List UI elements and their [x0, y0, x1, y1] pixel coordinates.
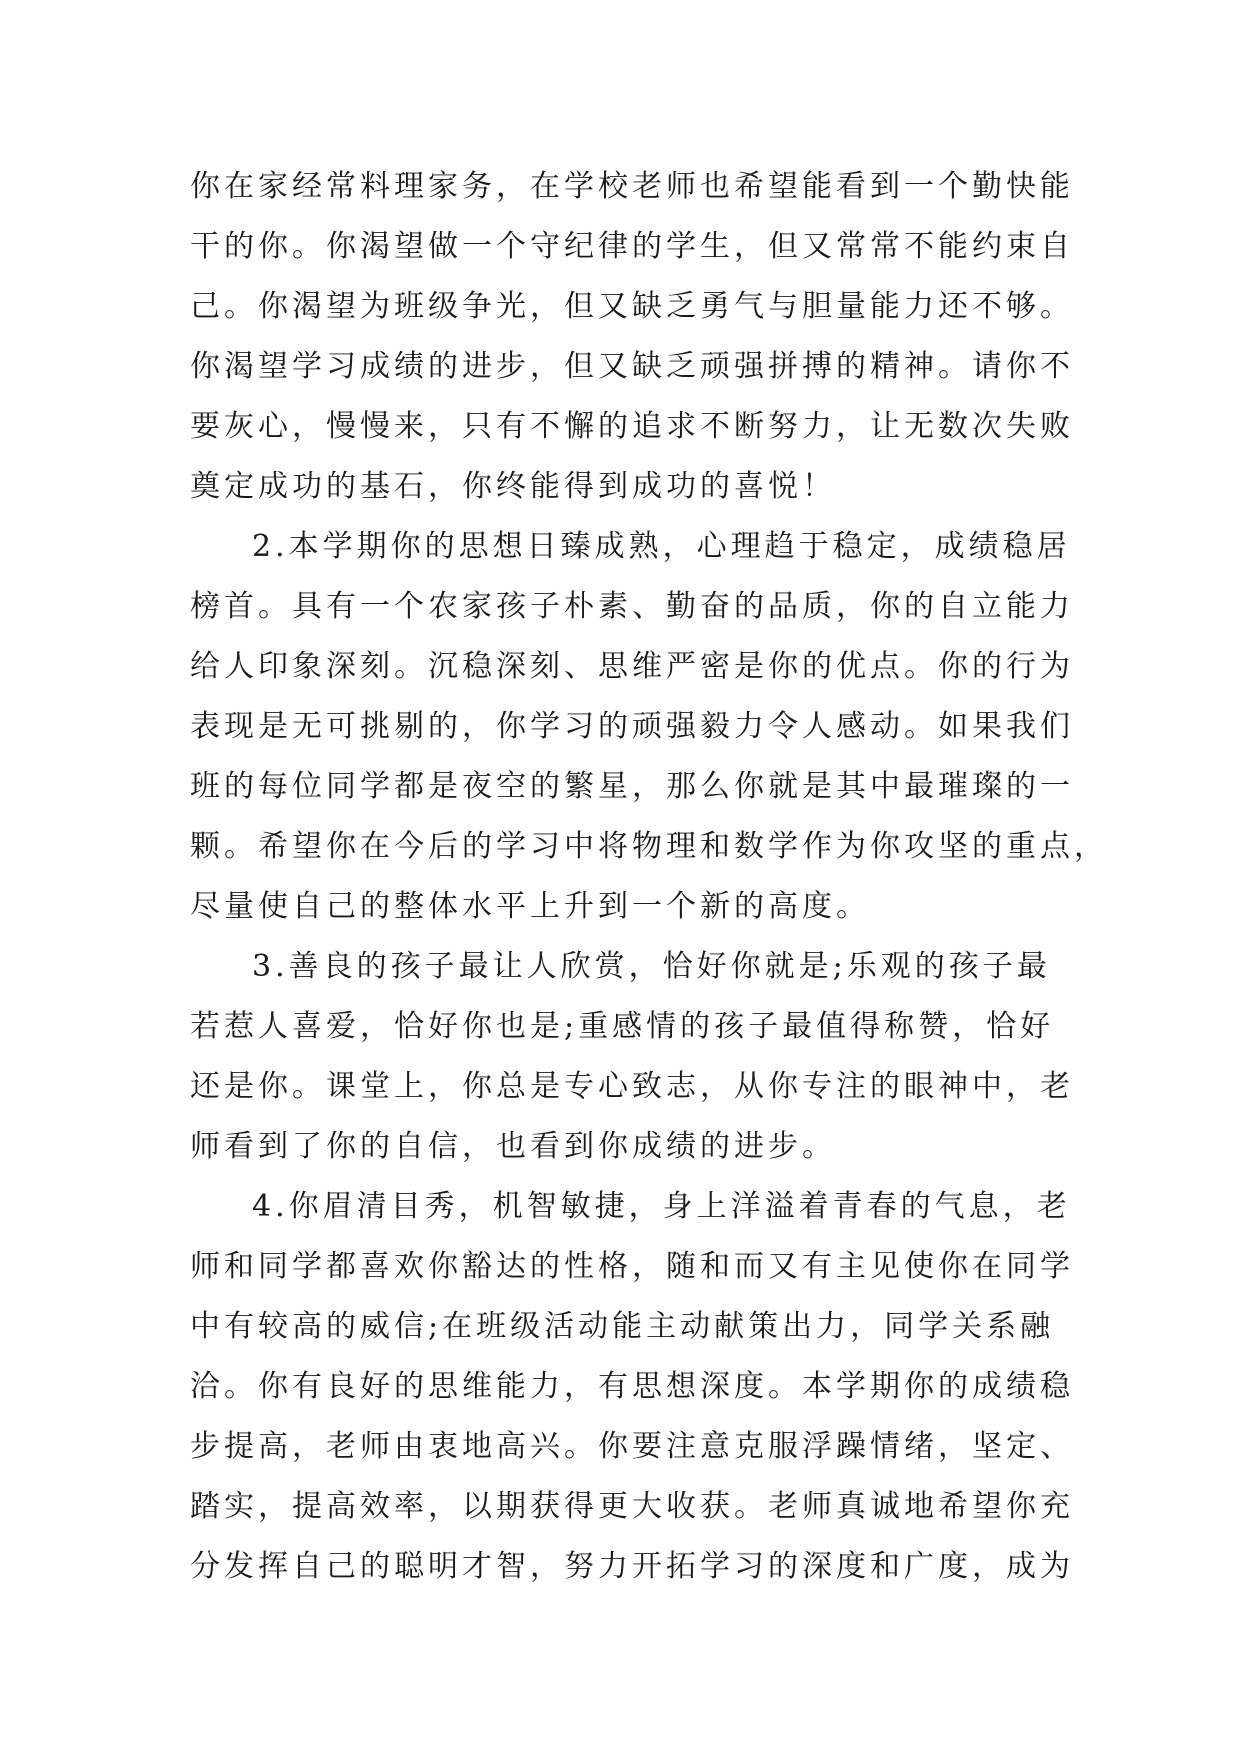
- paragraph-4: [190, 1177, 1074, 1597]
- text-line: 榜首。具有一个农家孩子朴素、勤奋的品质，你的自立能力: [190, 589, 1074, 624]
- text-line: 2.本学期你的思想日臻成熟，心理趋于稳定，成绩稳居: [252, 529, 1071, 564]
- text-line: 中有较高的威信;在班级活动能主动献策出力，同学关系融: [190, 1309, 1055, 1344]
- text-line: 步提高，老师由衷地高兴。你要注意克服浮躁情绪，坚定、: [190, 1429, 1074, 1464]
- paragraph-2: [190, 517, 1108, 937]
- text-line: 师和同学都喜欢你豁达的性格，随和而又有主见使你在同学: [190, 1249, 1074, 1284]
- text-line: 颗。希望你在今后的学习中将物理和数学作为你攻坚的重点，: [190, 829, 1108, 864]
- text-line: 洽。你有良好的思维能力，有思想深度。本学期你的成绩稳: [190, 1369, 1074, 1404]
- text-line: 干的你。你渴望做一个守纪律的学生，但又常常不能约束自: [190, 229, 1074, 264]
- text-line: 你渴望学习成绩的进步，但又缺乏顽强拼搏的精神。请你不: [190, 349, 1074, 384]
- paragraph-3: [190, 937, 1074, 1177]
- text-line: 师看到了你的自信，也看到你成绩的进步。: [190, 1129, 836, 1164]
- text-line: 要灰心，慢慢来，只有不懈的追求不断努力，让无数次失败: [190, 409, 1074, 444]
- document-body: [190, 157, 1108, 1597]
- text-line: 3.善良的孩子最让人欣赏，恰好你就是;乐观的孩子最: [252, 949, 1051, 984]
- text-line: 分发挥自己的聪明才智，努力开拓学习的深度和广度，成为: [190, 1549, 1074, 1584]
- text-line: 你在家经常料理家务，在学校老师也希望能看到一个勤快能: [190, 169, 1074, 204]
- text-line: 奠定成功的基石，你终能得到成功的喜悦！: [190, 469, 836, 504]
- text-line: 4.你眉清目秀，机智敏捷，身上洋溢着青春的气息，老: [252, 1189, 1071, 1224]
- text-line: 还是你。课堂上，你总是专心致志，从你专注的眼神中，老: [190, 1069, 1074, 1104]
- text-line: 给人印象深刻。沉稳深刻、思维严密是你的优点。你的行为: [190, 649, 1074, 684]
- text-line: 表现是无可挑剔的，你学习的顽强毅力令人感动。如果我们: [190, 709, 1074, 744]
- text-line: 尽量使自己的整体水平上升到一个新的高度。: [190, 889, 870, 924]
- text-line: 若惹人喜爱，恰好你也是;重感情的孩子最值得称赞，恰好: [190, 1009, 1055, 1044]
- text-line: 班的每位同学都是夜空的繁星，那么你就是其中最璀璨的一: [190, 769, 1074, 804]
- text-line: 己。你渴望为班级争光，但又缺乏勇气与胆量能力还不够。: [190, 289, 1074, 324]
- paragraph-1: [190, 157, 1074, 517]
- text-line: 踏实，提高效率，以期获得更大收获。老师真诚地希望你充: [190, 1489, 1074, 1524]
